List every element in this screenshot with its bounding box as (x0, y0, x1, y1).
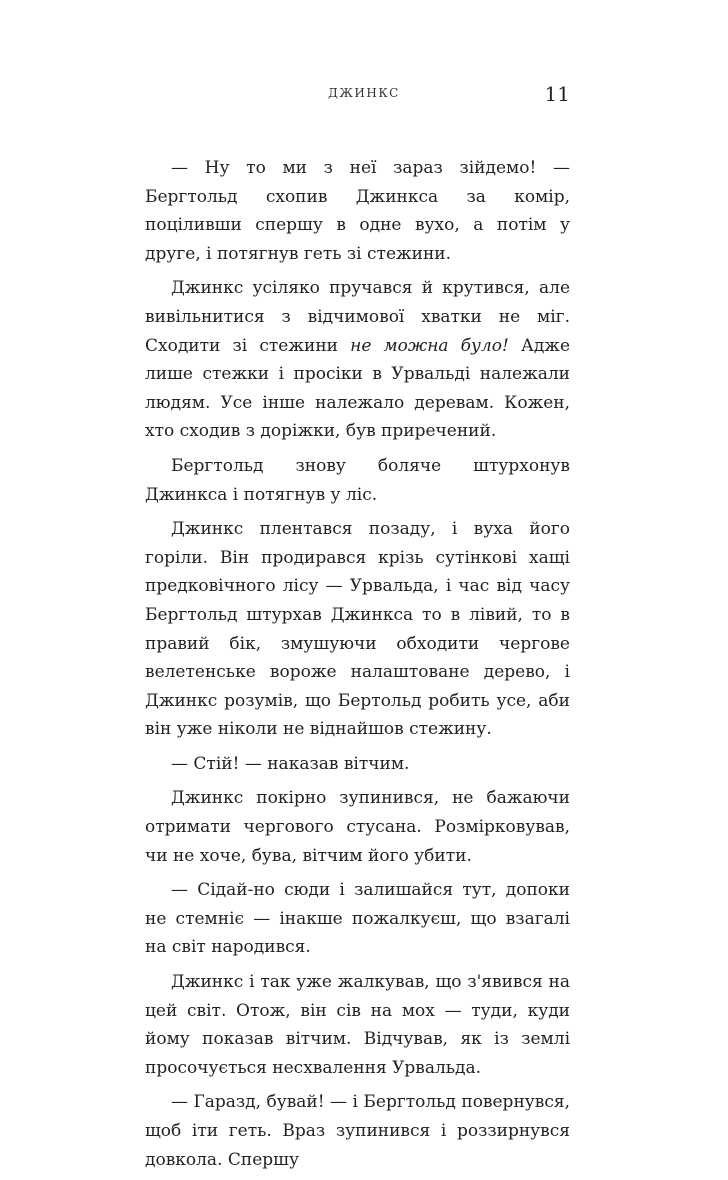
paragraph (145, 154, 570, 268)
running-head: ДЖИНКС (328, 86, 400, 100)
paragraph (145, 1088, 570, 1174)
paragraph (145, 750, 570, 779)
page-number: 11 (544, 82, 570, 106)
emphasis-text: не можна було! (350, 335, 509, 356)
page-header (0, 84, 728, 108)
paragraph (145, 515, 570, 744)
text-run: — Ну то ми з неї зараз зійдемо! — Бергтольд схопив Джинкса за комір, поціливши спершу в одне вухо, а потім у друге, і потягнув геть зі стежини. (145, 158, 570, 264)
paragraph (145, 274, 570, 446)
text-run: Джинкс і так уже жалкував, що з'явився на цей світ. Отож, він сів на мох — туди, куди йому показав вітчим. Відчував, як із землі просочується несхвалення Урвальда. (145, 972, 570, 1078)
paragraph (145, 876, 570, 962)
text-run: — Сідай-но сюди і залишайся тут, допоки не стемніє — інакше пожалкуєш, що взагалі на світ народився. (145, 880, 570, 958)
text-run: Бергтольд знову боляче штурхонув Джинкса і потягнув у ліс. (145, 455, 570, 505)
paragraph (145, 968, 570, 1082)
paragraph (145, 452, 570, 509)
text-run: Джинкс покірно зупинився, не бажаючи отримати чергового стусана. Розмірковував, чи не хоче, бува, вітчим його убити. (145, 788, 570, 866)
text-run: — Гаразд, бувай! — і Бергтольд повернувся, щоб іти геть. Враз зупинився і роззирнувся довкола. Спершу (145, 1092, 570, 1170)
text-run: Джинкс плентався позаду, і вуха його горіли. Він продирався крізь сутінкові хащі предковічного лісу — Урвальда, і час від часу Бергтольд штурхав Джинкса то в лівий, то в правий бік, змушуючи обходити чергове велетенське вороже налаштоване дерево, і Джинкс розумів, що Бертольд робить усе, аби він уже ніколи не віднайшов стежину. (145, 519, 570, 740)
text-run: Джинкс усіляко пручався й крутився, але вивільнитися з відчимової хватки не міг. Сходити зі стежини (145, 278, 570, 356)
body-text (145, 154, 570, 1180)
text-run: — Стій! — наказав вітчим. (171, 753, 410, 774)
paragraph (145, 784, 570, 870)
text-run: Адже лише стежки і просіки в Урвальді належали людям. Усе інше належало деревам. Кожен, хто сходив з доріжки, був приречений. (145, 335, 570, 442)
